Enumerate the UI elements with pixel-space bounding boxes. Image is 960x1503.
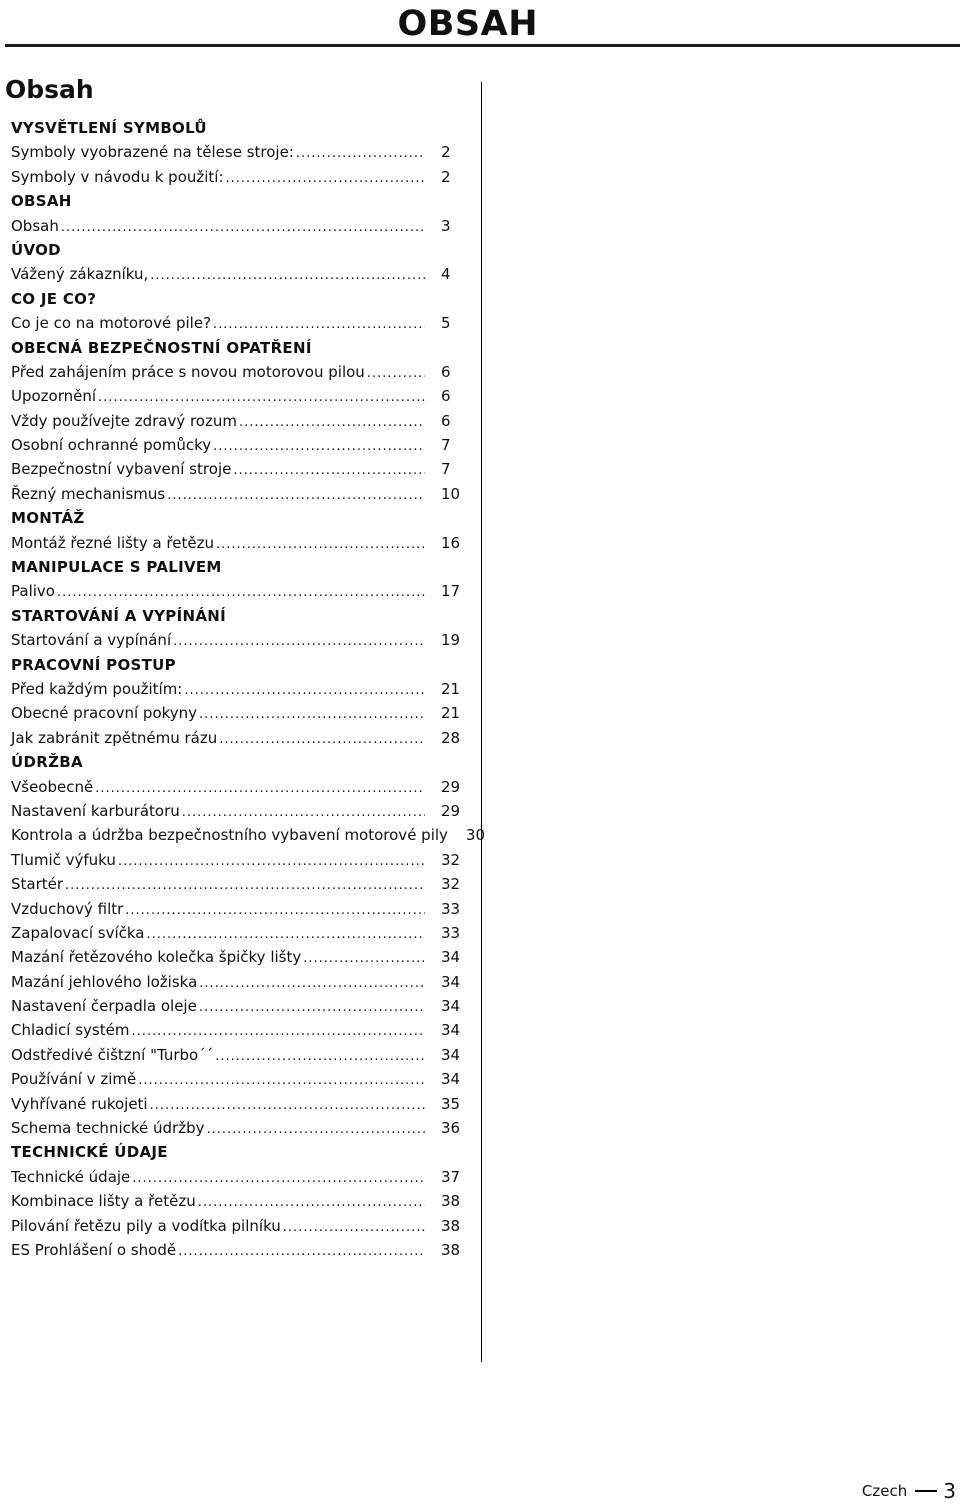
toc-entry-title: Tlumič výfuku (11, 850, 116, 869)
toc-dot-leader (96, 386, 425, 410)
toc-entry-title: Pilování řetězu pily a vodítka pilníku (11, 1216, 281, 1235)
toc-entry-page: 38 (441, 1240, 461, 1259)
footer-dash (915, 1490, 937, 1492)
toc-entry[interactable] (11, 1189, 461, 1213)
toc-entry-title: Všeobecně (11, 777, 94, 796)
page-footer (862, 1481, 956, 1501)
toc-entry-title: Zapalovací svíčka (11, 923, 145, 942)
toc-entry[interactable] (11, 1165, 461, 1189)
toc-heading: MONTÁŽ (11, 509, 85, 528)
toc-entry-page: 34 (441, 948, 461, 967)
toc-dot-leader (129, 1020, 425, 1044)
toc-entry[interactable] (11, 1092, 461, 1116)
toc-entry-page: 28 (441, 728, 461, 747)
toc-heading: MANIPULACE S PALIVEM (11, 558, 222, 577)
toc-dot-leader (231, 459, 425, 483)
toc-dot-leader (123, 899, 425, 923)
toc-entry[interactable] (11, 897, 461, 921)
toc-entry[interactable] (11, 1214, 461, 1238)
toc-entry[interactable] (11, 1018, 461, 1042)
toc-entry-title: Technické údaje (11, 1167, 131, 1186)
toc-entry[interactable] (11, 214, 461, 238)
page-header-title: OBSAH (397, 4, 538, 44)
toc-entry-page: 32 (441, 875, 461, 894)
toc-entry[interactable] (11, 726, 461, 750)
toc-entry[interactable] (11, 823, 486, 847)
toc-entry[interactable] (11, 1238, 461, 1262)
toc-heading: PRACOVNÍ POSTUP (11, 655, 176, 674)
toc-entry[interactable] (11, 433, 461, 457)
toc-dot-leader (281, 1216, 425, 1240)
table-of-contents (11, 116, 486, 1262)
toc-entry-page: 34 (441, 1045, 461, 1064)
toc-entry-page: 10 (441, 484, 461, 503)
toc-dot-leader (180, 801, 425, 825)
toc-dot-leader (214, 533, 425, 557)
toc-entry-page: 6 (441, 362, 451, 381)
toc-entry-title: Symboly vyobrazené na tělese stroje: (11, 143, 294, 162)
toc-dot-leader (196, 1191, 425, 1215)
toc-entry[interactable] (11, 360, 461, 384)
toc-entry-title: Obsah (11, 216, 59, 235)
toc-dot-leader (55, 581, 425, 605)
toc-dot-leader (294, 142, 425, 166)
toc-entry-page: 29 (441, 801, 461, 820)
toc-entry-page: 38 (441, 1216, 461, 1235)
toc-heading: VYSVĚTLENÍ SYMBOLŮ (11, 119, 207, 137)
toc-dot-leader (197, 703, 425, 727)
toc-heading: TECHNICKÉ ÚDAJE (11, 1143, 168, 1162)
toc-entry-title: Chladicí systém (11, 1021, 130, 1040)
toc-entry[interactable] (11, 409, 461, 433)
toc-entry-page: 34 (441, 972, 461, 991)
toc-dot-leader (301, 947, 425, 971)
toc-entry[interactable] (11, 579, 461, 603)
toc-entry-title: Palivo (11, 582, 55, 601)
toc-dot-leader (148, 264, 425, 288)
footer-language: Czech (861, 1482, 908, 1500)
toc-entry[interactable] (11, 970, 461, 994)
toc-entry-title: Kombinace lišty a řetězu (11, 1192, 196, 1211)
toc-entry[interactable] (11, 677, 461, 701)
toc-dot-leader (176, 1240, 425, 1264)
toc-dot-leader (63, 874, 425, 898)
toc-entry-title: Nastavení čerpadla oleje (11, 997, 197, 1016)
toc-entry-title: Vážený zákazníku, (11, 265, 149, 284)
toc-entry-title: Schema technické údržby (11, 1119, 205, 1138)
toc-entry[interactable] (11, 311, 461, 335)
toc-entry-title: Vyhřívané rukojeti (11, 1094, 148, 1113)
toc-entry[interactable] (11, 628, 461, 652)
toc-dot-leader (136, 1069, 425, 1093)
toc-dot-leader (211, 313, 425, 337)
toc-entry-page: 2 (441, 167, 451, 186)
toc-dot-leader (237, 411, 425, 435)
toc-dot-leader (204, 1118, 425, 1142)
toc-dot-leader (213, 1045, 425, 1069)
toc-entry-page: 7 (441, 436, 451, 455)
toc-entry[interactable] (11, 775, 461, 799)
toc-entry-title: Montáž řezné lišty a řetězu (11, 533, 214, 552)
toc-dot-leader (148, 1094, 425, 1118)
toc-heading: ÚVOD (11, 240, 61, 259)
toc-entry-page: 21 (441, 704, 461, 723)
toc-entry[interactable] (11, 262, 461, 286)
toc-entry-title: Mazání jehlového ložiska (11, 972, 198, 991)
toc-entry-title: Nastavení karburátoru (11, 801, 180, 820)
toc-entry-page: 30 (465, 826, 486, 845)
toc-entry-title: Řezný mechanismus (11, 484, 166, 503)
toc-dot-leader (197, 996, 425, 1020)
toc-entry[interactable] (11, 140, 461, 164)
toc-entry-page: 34 (441, 997, 461, 1016)
toc-dot-leader (116, 850, 425, 874)
toc-entry[interactable] (11, 1043, 461, 1067)
toc-entry-page: 4 (441, 265, 451, 284)
toc-entry-page: 19 (441, 631, 461, 650)
toc-entry-title: Symboly v návodu k použití: (11, 167, 224, 186)
toc-entry-title: Osobní ochranné pomůcky (11, 436, 212, 455)
toc-entry-page: 2 (441, 143, 451, 162)
toc-dot-leader (217, 728, 425, 752)
toc-entry-title: Před zahájením práce s novou motorovou pilou (11, 362, 365, 381)
toc-entry-page: 6 (441, 411, 451, 430)
toc-heading: STARTOVÁNÍ A VYPÍNÁNÍ (11, 606, 226, 625)
toc-entry-page: 38 (441, 1192, 461, 1211)
toc-entry-page: 17 (441, 582, 461, 601)
toc-heading: OBSAH (11, 192, 72, 211)
toc-dot-leader (59, 216, 425, 240)
toc-entry[interactable] (11, 384, 461, 408)
toc-entry-page: 36 (441, 1119, 461, 1138)
toc-entry-title: Odstředivé čištzní "Turbo´´ (11, 1045, 214, 1064)
toc-entry-title: Kontrola a údržba bezpečnostního vybavení motorové pily (11, 826, 448, 845)
toc-entry-title: Startér (11, 875, 64, 894)
toc-entry[interactable] (11, 945, 461, 969)
toc-entry-page: 34 (441, 1070, 461, 1089)
toc-entry[interactable] (11, 701, 461, 725)
toc-entry-page: 16 (441, 533, 461, 552)
column-divider (481, 82, 482, 1362)
toc-entry-title: Obecné pracovní pokyny (11, 704, 198, 723)
toc-entry-title: Vzduchový filtr (11, 899, 124, 918)
toc-entry-page: 6 (441, 387, 451, 406)
section-title: Obsah (5, 75, 94, 104)
toc-dot-leader (182, 679, 425, 703)
toc-entry-page: 7 (441, 460, 451, 479)
toc-heading: CO JE CO? (11, 289, 97, 308)
toc-heading: OBECNÁ BEZPEČNOSTNÍ OPATŘENÍ (11, 338, 312, 357)
toc-entry[interactable] (11, 921, 461, 945)
toc-dot-leader (365, 362, 425, 386)
toc-entry-page: 29 (441, 777, 461, 796)
header-rule (5, 44, 960, 47)
toc-dot-leader (93, 777, 425, 801)
toc-entry[interactable] (11, 457, 461, 481)
toc-entry-title: Jak zabránit zpětnému rázu (11, 728, 218, 747)
footer-page-number: 3 (943, 1479, 956, 1503)
toc-entry-page: 34 (441, 1021, 461, 1040)
toc-entry-page: 33 (441, 923, 461, 942)
toc-entry-title: Používání v zimě (11, 1070, 137, 1089)
toc-entry[interactable] (11, 1067, 461, 1091)
toc-entry-page: 21 (441, 679, 461, 698)
toc-dot-leader (171, 630, 425, 654)
toc-entry-title: ES Prohlášení o shodě (11, 1240, 177, 1259)
toc-entry-title: Před každým použitím: (11, 679, 183, 698)
toc-entry-title: Vždy používejte zdravý rozum (11, 411, 237, 430)
toc-entry-title: Mazání řetězového kolečka špičky lišty (11, 948, 302, 967)
toc-entry-page: 33 (441, 899, 461, 918)
toc-entry-title: Bezpečnostní vybavení stroje (11, 460, 232, 479)
toc-entry-title: Co je co na motorové pile? (11, 314, 212, 333)
toc-entry[interactable] (11, 482, 461, 506)
toc-entry-page: 5 (441, 314, 451, 333)
toc-entry[interactable] (11, 799, 461, 823)
toc-entry[interactable] (11, 994, 461, 1018)
toc-entry[interactable] (11, 531, 461, 555)
toc-entry-title: Startování a vypínání (11, 631, 172, 650)
toc-dot-leader (145, 923, 426, 947)
toc-dot-leader (211, 435, 425, 459)
toc-entry[interactable] (11, 848, 461, 872)
toc-entry-page: 3 (441, 216, 451, 235)
toc-entry[interactable] (11, 1116, 461, 1140)
toc-entry-title: Upozornění (11, 387, 97, 406)
toc-dot-leader (130, 1167, 425, 1191)
toc-entry[interactable] (11, 165, 461, 189)
toc-entry-page: 37 (441, 1167, 461, 1186)
toc-dot-leader (197, 972, 425, 996)
toc-heading: ÚDRŽBA (11, 753, 83, 772)
toc-entry[interactable] (11, 872, 461, 896)
toc-dot-leader (165, 484, 425, 508)
toc-entry-page: 35 (441, 1094, 461, 1113)
toc-entry-page: 32 (441, 850, 461, 869)
toc-dot-leader (224, 167, 425, 191)
